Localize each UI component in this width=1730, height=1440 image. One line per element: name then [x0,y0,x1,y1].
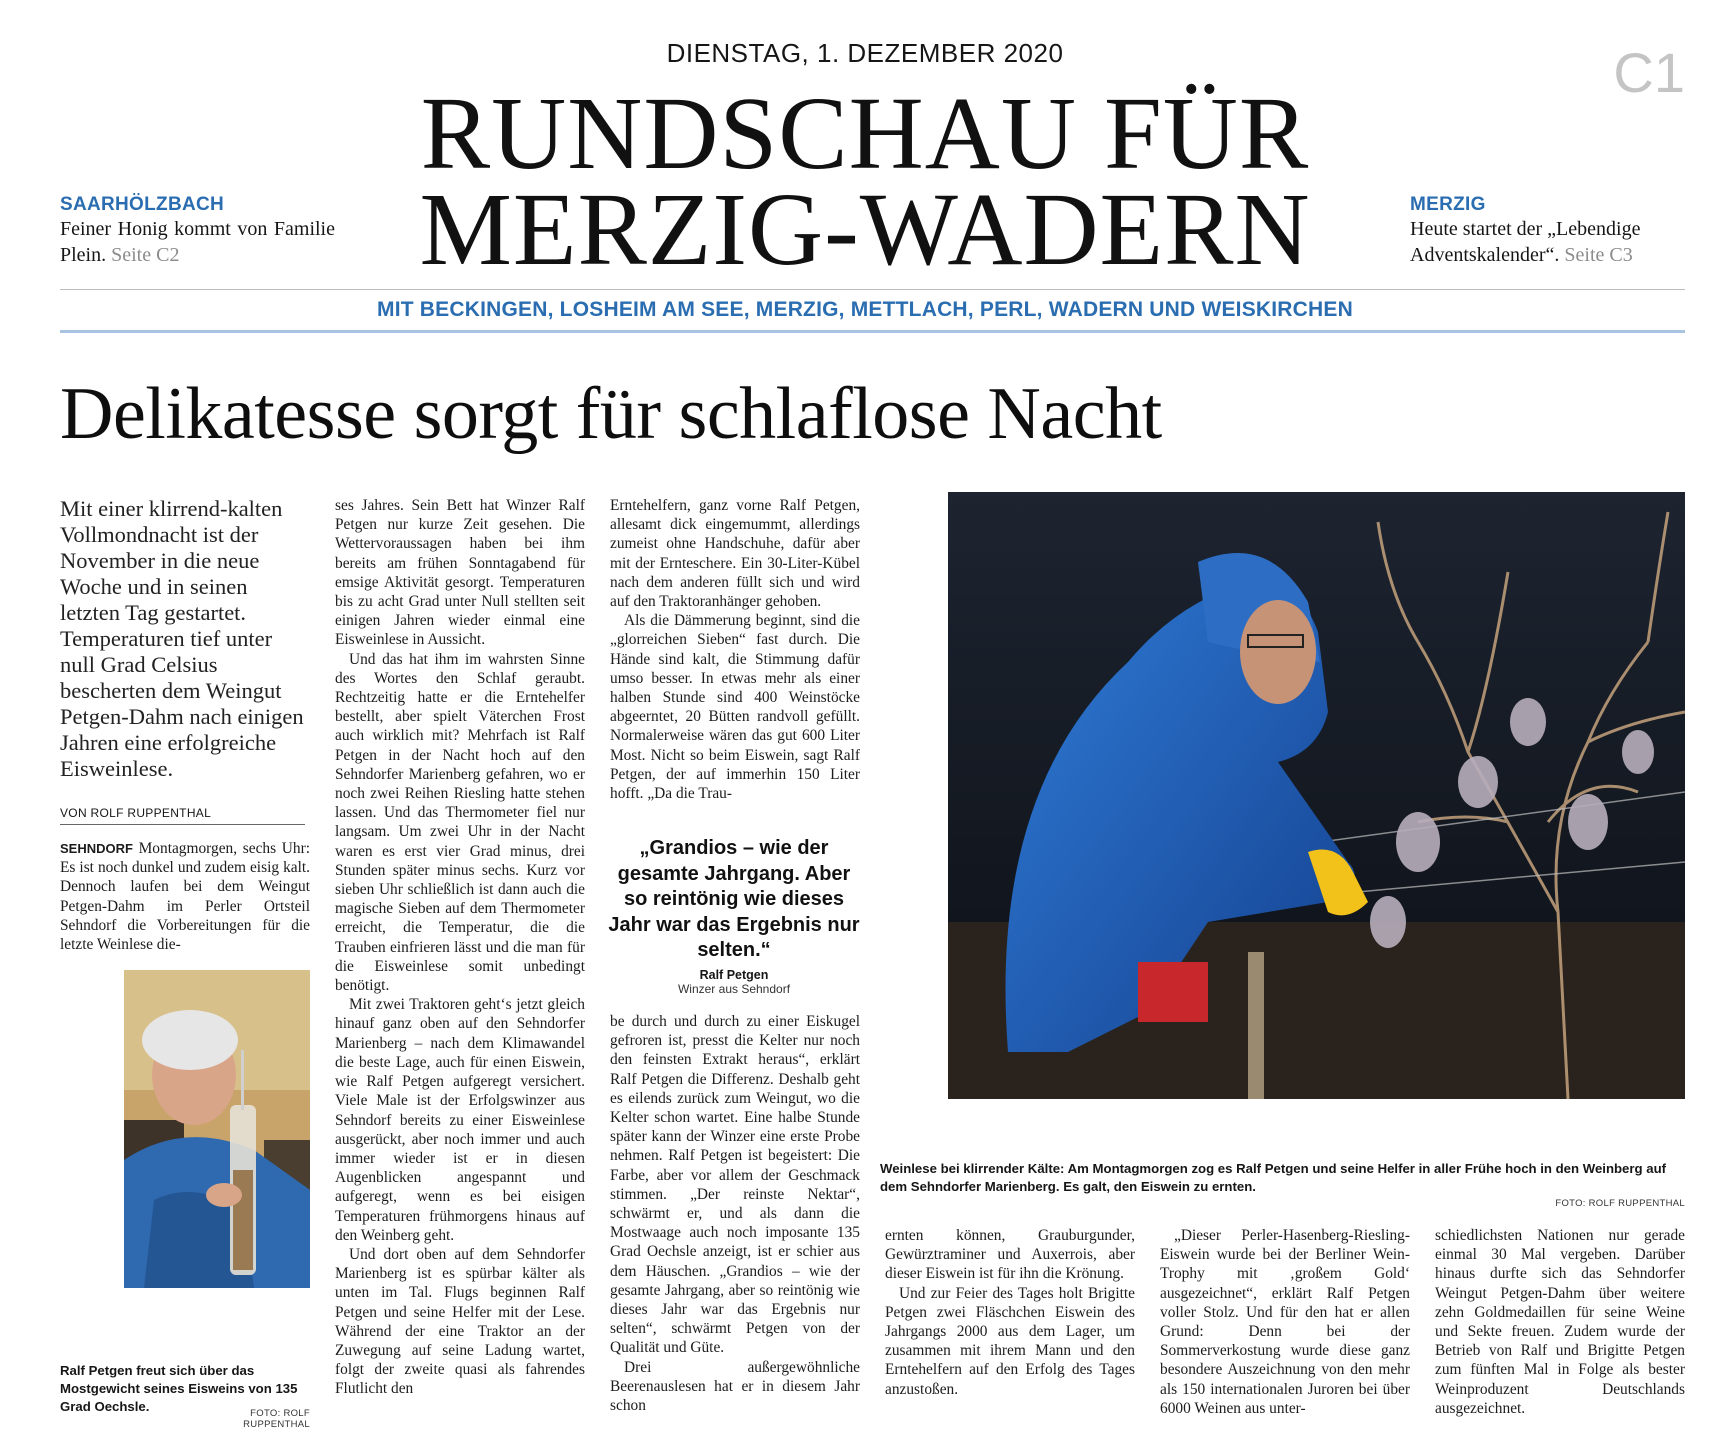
teaser-page-ref[interactable]: Seite C3 [1564,244,1633,266]
text-column-2 [335,496,585,1399]
dateline: SEHNDORF [60,841,133,856]
paragraph: schiedlichsten Nationen nur gerade einmal 30 Mal vergeben. Darüber hinaus durfte sich das Sehndorfer Weingut Petgen-Dahm über weitere zehn Goldmedaillen für seine Weine und Sekte freuen. Zudem wurde der Betrieb von Ralf und Brigitte Petgen zum fünften Mal in Folge als bester Weinproduzent Deutschlands ausgezeichnet. [1435,1227,1685,1417]
teaser-kicker: SAARHÖLZBACH [60,194,225,215]
small-photo-credit: FOTO: ROLF RUPPENTHAL [243,1408,310,1430]
teaser-left[interactable] [60,194,335,268]
paragraph: Als die Dämmerung beginnt, sind die „glorreichen Sieben“ fast durch. Die Hände sind kalt, die Stimmung dafür umso besser. In etwas mehr als einer halben Stunde sind 400 Weinstöcke abgeerntet, 20 Bütten randvoll gefüllt. Normalerweise wären das gut 600 Liter Most. Nicht so beim Eiswein, sagt Ralf Petgen, der auf immerhin 150 Liter hofft. „Da die Trau- [610,612,860,803]
paragraph: Erntehelfern, ganz vorne Ralf Petgen, allesamt dick eingemummt, allerdings zumeist ohne Handschuhe, dafür aber mit der Ernteschere. Ein 30-Liter-Kübel nach dem anderen füllt sich und wird auf den Traktoranhänger gehoben. [610,497,860,611]
winemaker-photo [124,970,310,1288]
pull-quote [606,836,862,996]
article-intro: Mit einer klirrend-kalten Vollmondnacht ist der November in die neue Woche und in seinen letzten Tag gestartet. Temperaturen tief unter null Grad Celsius bescherten dem Weingut Petgen-Dahm nach einigen Jahren eine erfolgreiche Eisweinlese. [60,496,304,781]
paragraph: Und dort oben auf dem Sehndorfer Marienberg ist es spürbar kälter als unten im Tal. Flugs beginnen Ralf Petgen und seine Helfer mit der Lese. Während der eine Traktor an der Zuwegung auf seine Ladung wartet, folgt der zweite quasi als fahrendes Flutlicht den [335,1245,585,1398]
pull-quote-text: „Grandios – wie der gesamte Jahrgang. Aber so reintönig wie dieses Jahr war das Ergebnis nur selten.“ [608,837,860,961]
text-column-6 [1435,1226,1685,1418]
masthead [300,76,1430,287]
paragraph: „Dieser Perler-Hasenberg-Riesling-Eiswein wurde bei der Berliner Wein-Trophy mit ‚großem Gold‘ ausgezeichnet“, erklärt Ralf Petgen voller Stolz. Und für den hat er allen Grund: Denn bei der Sommerverkostung wurde diese ganz besondere Auszeichnung von den mehr als 150 internationalen Juroren bei über 6000 Weinen aus unter- [1160,1227,1410,1417]
regions-line: MIT BECKINGEN, LOSHEIM AM SEE, MERZIG, METTLACH, PERL, WADERN UND WEISKIRCHEN [377,298,1353,321]
paragraph: SEHNDORF Montagmorgen, sechs Uhr: Es ist noch dunkel und zudem eisig kalt. Dennoch laufen bei dem Weingut Petgen-Dahm im Perler Ortsteil Sehndorf die Vorbereitungen für die letzte Weinlese die- [60,840,310,954]
main-photo-credit: FOTO: ROLF RUPPENTHAL [1555,1198,1685,1209]
regions-underline [60,330,1685,333]
paragraph: Mit zwei Traktoren geht‘s jetzt gleich hinauf ganz oben auf den Sehndorfer Marienberg – nach dem Klimawandel die beste Lage, auch für einen Eiswein, wie Ralf Petgen aufgeregt versichert. Viele Male ist der Erfolgswinzer aus Sehndorf bereits zu einer Eisweinlese ausgerückt, aber noch immer und auch immer wieder ist er in diesen Augenblicken angespannt und aufgeregt, wenn es bei eisigen Temperaturen frühmorgens hinaus auf den Weinberg geht. [335,996,585,1244]
main-photo [948,492,1685,1099]
small-photo-caption: Ralf Petgen freut sich über das Mostgewicht seines Eisweins von 135 Grad Oechsle. [60,1363,298,1414]
text-column-1 [60,839,310,954]
teaser-right[interactable] [1410,194,1685,268]
text-column-3b [610,1012,860,1415]
main-photo-image [948,492,1685,1099]
article-headline: Delikatesse sorgt für schlaflose Nacht [60,373,1162,455]
teaser-text: Feiner Honig kommt von Familie Plein. Seite C2 [60,218,335,266]
teaser-page-ref[interactable]: Seite C2 [111,244,180,266]
byline: VON ROLF RUPPENTHAL [60,806,305,825]
page-number: C1 [1613,41,1685,104]
pull-quote-role: Winzer aus Sehndorf [677,981,791,996]
teaser-kicker: MERZIG [1410,194,1486,215]
pull-quote-name: Ralf Petgen [699,967,769,982]
paragraph: Drei außergewöhnliche Beerenauslesen hat er in diesem Jahr schon [610,1358,860,1415]
teaser-text: Heute startet der „Lebendige Adventskalender“. Seite C3 [1410,218,1641,266]
issue-date: DIENSTAG, 1. DEZEMBER 2020 [666,38,1064,68]
main-photo-caption: Weinlese bei klirrender Kälte: Am Montagmorgen zog es Ralf Petgen und seine Helfer in aller Frühe hoch in den Weinberg auf dem Sehndorfer Marienberg. Es galt, den Eiswein zu ernten. [880,1161,1667,1194]
text-column-4 [885,1226,1135,1399]
paragraph: ses Jahres. Sein Bett hat Winzer Ralf Petgen nur kurze Zeit gesehen. Die Wettervoraussagen haben bei ihm bereits am frühen Sonntagabend für emsige Aktivität gesorgt. Temperaturen bis zu acht Grad unter Null stellten seit einigen Jahren wieder einmal eine Eisweinlese in Aussicht. [335,497,585,649]
paragraph: Und zur Feier des Tages holt Brigitte Petgen zwei Fläschchen Eiswein des Jahrgangs 2000 aus dem Lager, um zusammen mit ihrem Mann und den Erntehelfern auf den Erfolg des Tages anzustoßen. [885,1284,1135,1398]
paragraph: Und das hat ihm im wahrsten Sinne des Wortes den Schlaf geraubt. Rechtzeitig hatte er die Erntehelfer bestellt, aber spielt Väterchen Frost auch wirklich mit? Mehrfach ist Ralf Petgen in der Nacht hoch auf den Sehndorfer Marienberg gefahren, wo er noch zwei Reihen Riesling hatte stehen lassen. Und das Thermometer fiel nur langsam. Um zwei Uhr in der Nacht waren es erst vier Grad minus, drei Stunden später minus sechs. Kurz vor sieben Uhr schließlich ist dann auch die magische Sieben auf dem Thermometer erreicht, die Temperatur, die die Trauben einfrieren lässt und die man für die Eisweinlese somit unbedingt benötigt. [335,650,585,995]
text-column-5 [1160,1226,1410,1418]
winemaker-photo-image [124,970,310,1288]
masthead-line-1: RUNDSCHAU FÜR [420,76,1310,191]
masthead-line-2: MERZIG-WADERN [419,172,1311,287]
paragraph: be durch und durch zu einer Eiskugel gefroren ist, presst die Kelter nur noch den feinsten Extrakt heraus“, erklärt Ralf Petgen die Differenz. Deshalb geht es eilends zurück zum Weingut, wo die Kelter schon wartet. Eine halbe Stunde später kann der Winzer eine erste Probe nehmen. Ralf Petgen ist begeistert: Die Farbe, aber vor allem der Geschmack stimmen. „Der reinste Nektar“, schwärmt er, und als dann die Mostwaage auch noch imposante 135 Grad Oechsle anzeigt, ist er schier aus dem Häuschen. „Grandios – wie der gesamte Jahrgang, aber so reintönig wie dieses Jahr war das Ergebnis nur selten“, schwärmt Petgen von der Qualität und Güte. [610,1013,860,1357]
header-divider [60,289,1685,290]
text-column-3a [610,496,860,803]
paragraph: ernten können, Grauburgunder, Gewürztraminer und Auxerrois, aber dieser Eiswein ist für ihn die Krönung. [885,1227,1135,1283]
